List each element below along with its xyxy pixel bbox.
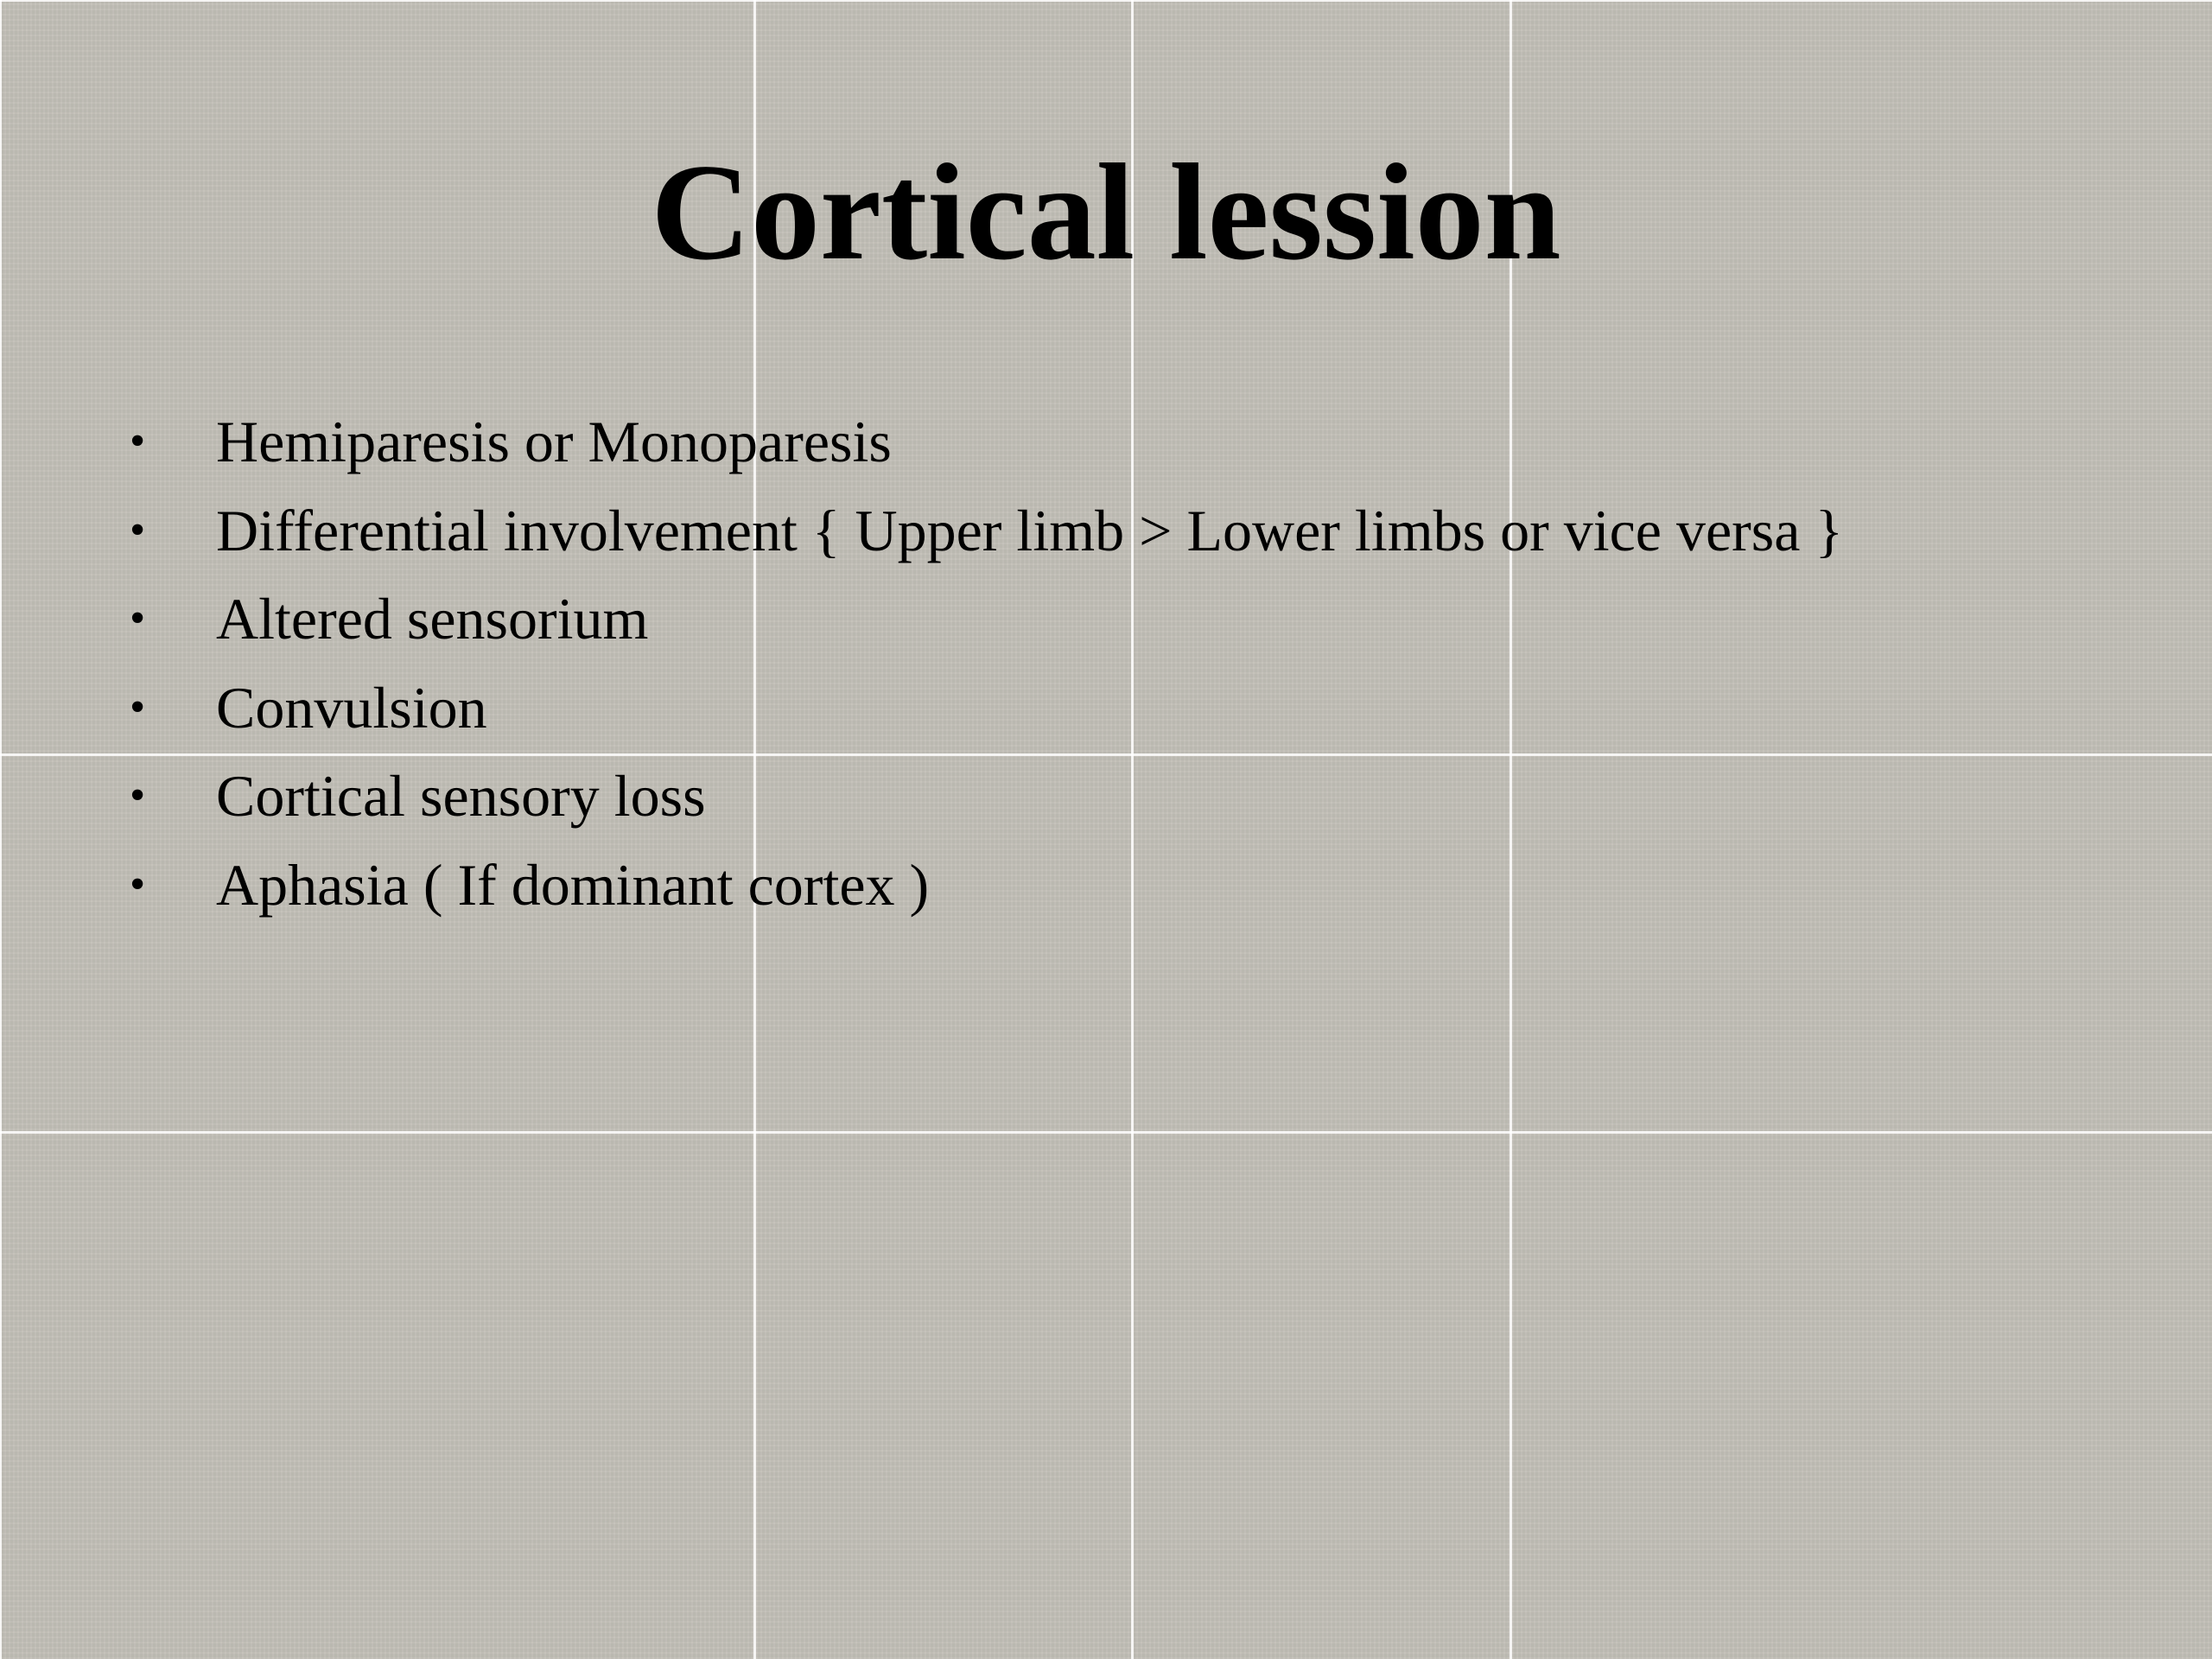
bullet-item (130, 752, 1843, 841)
bullet-item (130, 486, 1843, 575)
bullet-list (130, 397, 1843, 929)
bullet-dot-icon: • (130, 682, 146, 732)
bullet-text: Hemiparesis or Monoparesis (216, 409, 892, 474)
grid-line-horizontal (0, 0, 2212, 2)
bullet-item (130, 664, 1843, 753)
bullet-dot-icon: • (130, 505, 146, 555)
bullet-item (130, 841, 1843, 930)
bullet-dot-icon: • (130, 859, 146, 909)
bullet-item (130, 575, 1843, 664)
bullet-dot-icon: • (130, 416, 146, 466)
bullet-item (130, 397, 1843, 486)
bullet-text: Differential involvement { Upper limb > Lower limbs or vice versa } (216, 497, 1844, 563)
bullet-text: Cortical sensory loss (216, 763, 706, 829)
grid-line-horizontal (0, 1131, 2212, 1134)
bullet-text: Aphasia ( If dominant cortex ) (216, 851, 930, 918)
slide-title: Cortical lession (651, 135, 1561, 289)
bullet-dot-icon: • (130, 594, 146, 643)
bullet-dot-icon: • (130, 771, 146, 820)
bullet-text: Altered sensorium (216, 586, 649, 652)
bullet-text: Convulsion (216, 674, 487, 741)
